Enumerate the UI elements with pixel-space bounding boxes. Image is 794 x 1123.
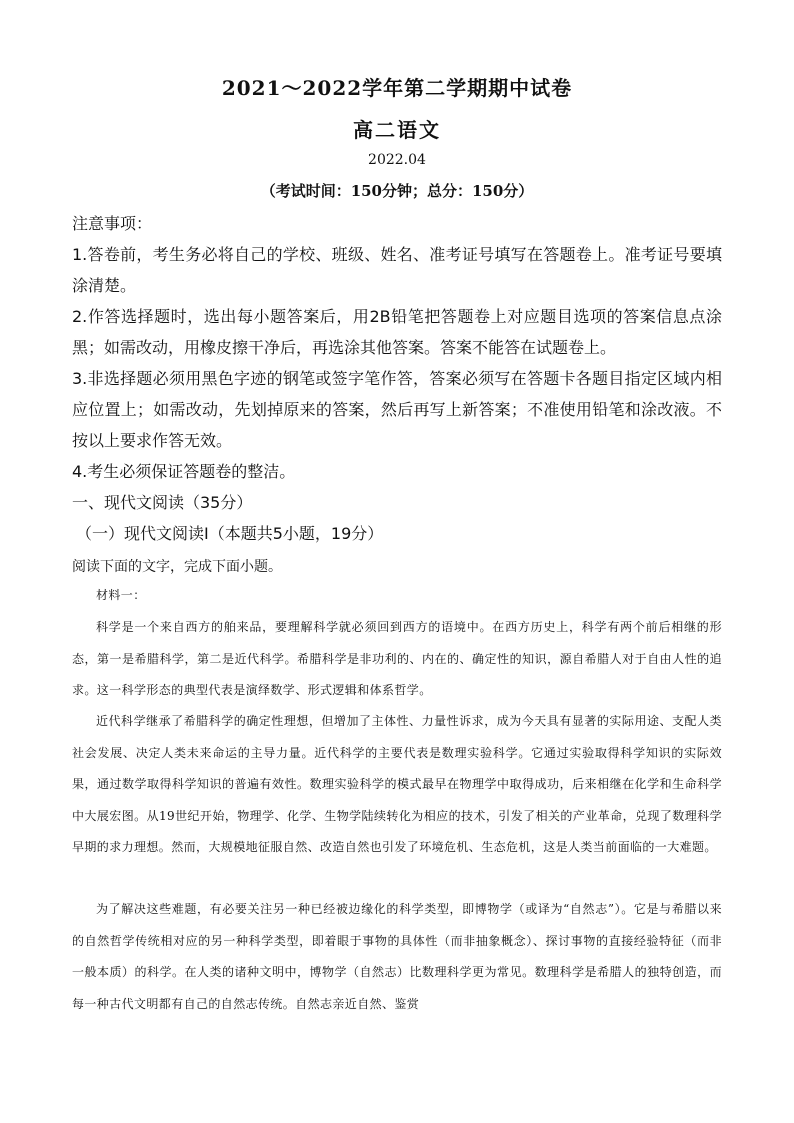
reading-instruction: 阅读下面的文字，完成下面小题。 bbox=[72, 559, 282, 575]
section-heading: 一、现代文阅读（35分） bbox=[72, 493, 253, 512]
material-paragraph-3: 为了解决这些难题，有必要关注另一种已经被边缘化的科学类型，即博物学（或译为“自然志”）。它是与希腊以来的自然哲学传统相对应的另一种科学类型，即着眼于事物的具体性（而非抽象概念）、探讨事物的直接经验特征（而非一般本质）的科学。在人类的诸种文明中，博物学（自然志）比数理科学更为常见。数理科学是希腊人的独特创造，而每一种古代文明都有自己的自然志传统。自然志亲近自然、鉴赏 bbox=[72, 902, 722, 1011]
notice-heading: 注意事项： bbox=[72, 214, 153, 233]
notice-item-3: 3.非选择题必须用黑色字迹的钢笔或签字笔作答，答案必须写在答题卡各题目指定区域内相应位置上；如需改动，先划掉原来的答案，然后再写上新答案；不准使用铅笔和涂改液。不按以上要求作答无效。 bbox=[72, 369, 722, 450]
subject-title: 高二语文 bbox=[353, 118, 441, 142]
subsection-heading: （一）现代文阅读Ⅰ（本题共5小题，19分） bbox=[76, 524, 384, 543]
material-paragraph-2: 近代科学继承了希腊科学的确定性理想，但增加了主体性、力量性诉求，成为今天具有显著的实际用途、支配人类社会发展、决定人类未来命运的主导力量。近代科学的主要代表是数理实验科学。它通过实验取得科学知识的实际效果，通过数学取得科学知识的普遍有效性。数理实验科学的模式最早在物理学中取得成功，后来相继在化学和生命科学中大展宏图。从19世纪开始，物理学、化学、生物学陆续转化为相应的技术，引发了相关的产业革命，兑现了数理科学早期的求力理想。然而，大规模地征服自然、改造自然也引发了环境危机、生态危机，这是人类当前面临的一大难题。 bbox=[72, 714, 722, 855]
notice-item-1: 1.答卷前，考生务必将自己的学校、班级、姓名、准考证号填写在答题卷上。准考证号要填涂清楚。 bbox=[72, 245, 722, 295]
notice-item-4: 4.考生必须保证答题卷的整洁。 bbox=[72, 462, 296, 481]
exam-title: 2021～2022学年第二学期期中试卷 bbox=[221, 76, 573, 100]
material-label: 材料一： bbox=[96, 588, 146, 602]
notice-item-2: 2.作答选择题时，选出每小题答案后，用2B铅笔把答题卷上对应题目选项的答案信息点涂黑；如需改动，用橡皮擦干净后，再选涂其他答案。答案不能答在试题卷上。 bbox=[72, 307, 722, 357]
exam-time-info: （考试时间：150分钟；总分：150分） bbox=[260, 182, 534, 200]
exam-date: 2022.04 bbox=[368, 152, 426, 168]
material-paragraph-1: 科学是一个来自西方的舶来品，要理解科学就必须回到西方的语境中。在西方历史上，科学有两个前后相继的形态，第一是希腊科学，第二是近代科学。希腊科学是非功利的、内在的、确定性的知识，源自希腊人对于自由人性的追求。这一科学形态的典型代表是演绎数学、形式逻辑和体系哲学。 bbox=[72, 620, 722, 698]
